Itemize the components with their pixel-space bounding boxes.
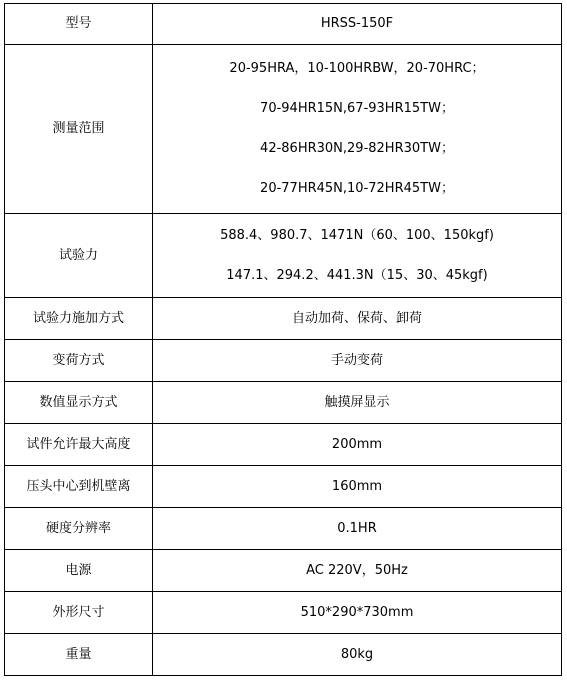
- row-label: 试验力: [5, 214, 153, 298]
- row-value: [153, 4, 562, 45]
- table-row: [5, 340, 562, 382]
- row-value: [153, 466, 562, 508]
- row-value: [153, 382, 562, 424]
- value-line: 手动变荷: [330, 352, 383, 368]
- row-label: 电源: [5, 550, 153, 592]
- spec-table: [4, 3, 562, 676]
- row-label: 重量: [5, 634, 153, 676]
- table-row: [5, 214, 562, 298]
- value-line: 200mm: [331, 436, 383, 452]
- row-label: 外形尺寸: [5, 592, 153, 634]
- value-line: 510*290*730mm: [300, 604, 414, 620]
- table-row: [5, 592, 562, 634]
- row-label: 型号: [5, 4, 153, 45]
- value-line: AC 220V，50Hz: [306, 562, 408, 578]
- value-line: 588.4、980.7、1471N（60、100、150kgf): [220, 227, 494, 243]
- value-line: 42-86HR30N,29-82HR30TW；: [260, 141, 454, 156]
- row-label: 试验力施加方式: [5, 298, 153, 340]
- row-value: [153, 214, 562, 298]
- value-line: 自动加荷、保荷、卸荷: [291, 310, 422, 326]
- row-label: 数值显示方式: [5, 382, 153, 424]
- row-label: 硬度分辨率: [5, 508, 153, 550]
- row-label: 压头中心到机壁离: [5, 466, 153, 508]
- row-value: [153, 592, 562, 634]
- table-row: [5, 508, 562, 550]
- value-line: 160mm: [331, 478, 383, 494]
- table-row: [5, 634, 562, 676]
- value-line: 0.1HR: [337, 520, 377, 536]
- value-line: HRSS-150F: [320, 16, 394, 31]
- row-value: [153, 508, 562, 550]
- value-line: 20-77HR45N,10-72HR45TW；: [260, 181, 454, 196]
- row-value: [153, 45, 562, 214]
- row-label: 变荷方式: [5, 340, 153, 382]
- value-line: 147.1、294.2、441.3N（15、30、45kgf): [226, 267, 488, 283]
- value-line: 70-94HR15N,67-93HR15TW；: [260, 101, 454, 116]
- table-row: [5, 4, 562, 45]
- row-value: [153, 550, 562, 592]
- table-row: [5, 424, 562, 466]
- value-line: 20-95HRA，10-100HRBW，20-70HRC；: [229, 61, 485, 76]
- row-value: [153, 298, 562, 340]
- table-row: [5, 298, 562, 340]
- value-line: 80kg: [340, 646, 374, 662]
- row-value: [153, 634, 562, 676]
- value-line: 触摸屏显示: [324, 394, 390, 410]
- row-value: [153, 424, 562, 466]
- table-row: [5, 382, 562, 424]
- table-row: [5, 45, 562, 214]
- row-label: 测量范围: [5, 45, 153, 214]
- row-value: [153, 340, 562, 382]
- row-label: 试件允许最大高度: [5, 424, 153, 466]
- table-row: [5, 466, 562, 508]
- table-row: [5, 550, 562, 592]
